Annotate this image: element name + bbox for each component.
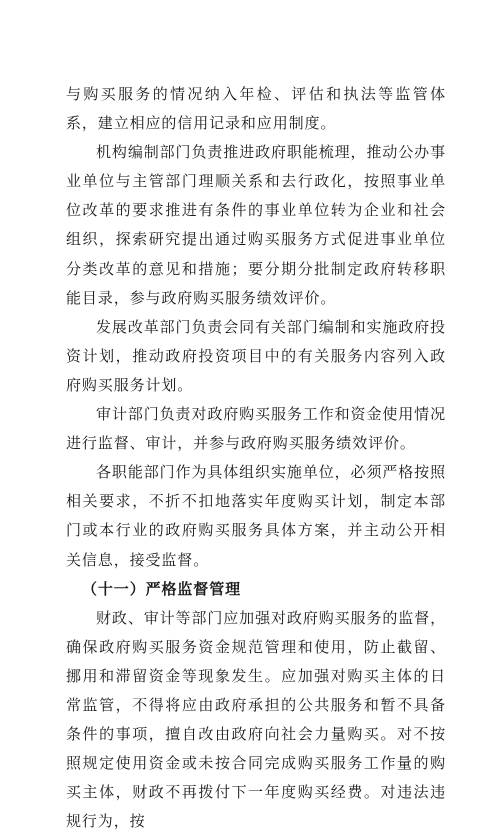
paragraph-supervision-continued: 与购买服务的情况纳入年检、评估和执法等监管体系，建立相应的信用记录和应用制度。 (66, 85, 446, 133)
section-heading: （十一）严格监督管理 (82, 579, 242, 598)
paragraph-strict-supervision: 财政、审计等部门应加强对政府购买服务的监督，确保政府购买服务资金规范管理和使用，防止截留、挪用和滞留资金等现象发生。应加强对购买主体的日常监管，不得将应由政府承担的公共服务和暂不具备条件的事项，擅自改由政府向社会力量购买。对不按照规定使用资金或未按合同完成购买服务工作量的购买主体，财政不再拨付下一年度购买经费。对违法违规行为，按 (66, 608, 446, 831)
paragraph-staffing-department: 机构编制部门负责推进政府职能梳理，推动公办事业单位与主管部门理顺关系和去行政化，按照事业单位改革的要求推进有条件的事业单位转为企业和社会组织，探索研究提出通过购买服务方式促进事业单位分类改革的意见和措施；要分期分批制定政府转移职能目录，参与政府购买服务绩效评价。 (66, 143, 446, 307)
paragraph-audit-department: 审计部门负责对政府购买服务工作和资金使用情况进行监督、审计，并参与政府购买服务绩效评价。 (66, 405, 446, 453)
paragraph-functional-departments: 各职能部门作为具体组织实施单位，必须严格按照相关要求，不折不扣地落实年度购买计划，制定本部门或本行业的政府购买服务具体方案，并主动公开相关信息，接受监督。 (66, 463, 446, 569)
document-body (66, 80, 446, 836)
paragraph-development-reform: 发展改革部门负责会同有关部门编制和实施政府投资计划，推动政府投资项目中的有关服务内容列入政府购买服务计划。 (66, 317, 446, 394)
